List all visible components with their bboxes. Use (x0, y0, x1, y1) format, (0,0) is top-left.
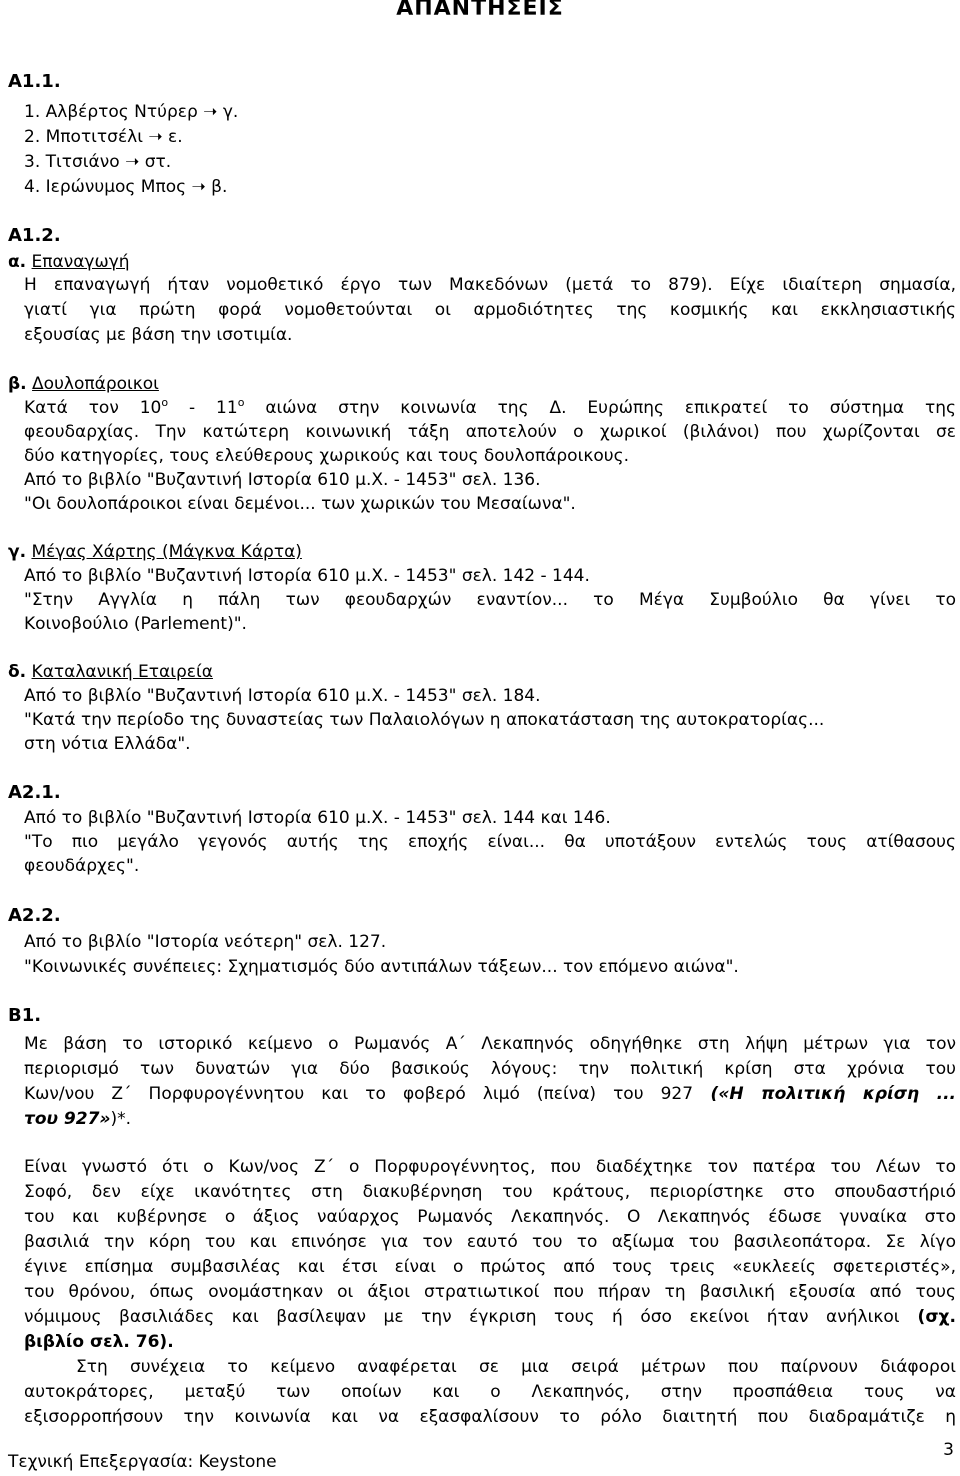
quote-line: "Κατά την περίοδο της δυναστείας των Παλαιολόγων η αποκατάσταση της αυτοκρατορίας... (24, 710, 825, 730)
quote-line: "Το πιο μεγάλο γεγονός αυτής της εποχής είναι... θα υποτάξουν εντελώς τους ατίθασους (24, 832, 956, 852)
paragraph-line: εξουσίας με βάση την ισοτιμία. (24, 325, 293, 345)
citation-line: Από το βιβλίο "Βυζαντινή Ιστορία 610 μ.Χ. - 1453" σελ. 144 και 146. (24, 808, 611, 828)
paragraph-line: νόμιμους βασιλιάδες και βασίλεψαν με την έγκριση τους ή όσο εκείνοι ήταν ανήλικοι (σχ. (24, 1307, 956, 1327)
list-item: 3. Τιτσιάνο ➝ στ. (24, 152, 172, 172)
term-heading-a: α. Επαναγωγή (8, 252, 130, 272)
list-item: 4. Ιερώνυμος Μπος ➝ β. (24, 177, 228, 197)
paragraph-line: Κατά τον $10^o - 11^o$ αιώνα στην κοινωνία της Δ. Ευρώπης επικρατεί το σύστημα της (24, 396, 957, 418)
arrow-icon: ➝ (125, 152, 140, 172)
paragraph-line: γιατί για πρώτη φορά νομοθετούνται οι αρμοδιότητες της κοσμικής και εκκλησιαστικής (24, 300, 956, 320)
citation-line: Από το βιβλίο "Βυζαντινή Ιστορία 610 μ.Χ. - 1453" σελ. 136. (24, 470, 541, 490)
arrow-icon: ➝ (148, 127, 163, 147)
paragraph-line: έγινε επίσημα συμβασιλέας και έτσι είναι ο πρώτος από τους τρεις «ευκλεείς σφετεριστές», (24, 1257, 956, 1277)
paragraph-line: Είναι γνωστό ότι ο Κων/νος Ζ΄ ο Πορφυρογέννητος, που διαδέχτηκε τον πατέρα του Λέων το (24, 1157, 956, 1177)
paragraph-line: Με βάση το ιστορικό κείμενο ο Ρωμανός Α΄ Λεκαπηνός οδηγήθηκε στη λήψη μέτρων για τον (24, 1034, 956, 1054)
paragraph-line: βιβλίο σελ. 76). (24, 1332, 174, 1352)
quote-line: "Στην Αγγλία η πάλη των φεουδαρχών εναντίον... το Μέγα Συμβούλιο θα γίνει το (24, 590, 956, 610)
section-heading-a21: Α2.1. (8, 782, 61, 803)
paragraph-line: του θρόνου, όπως ονομάστηκαν οι άξιοι στρατιωτικοί που πήραν τη βασιλική εξουσία από τους (24, 1282, 956, 1302)
term-heading-b: β. Δουλοπάροικοι (8, 374, 159, 394)
section-heading-a11: Α1.1. (8, 71, 61, 92)
paragraph-line: βασιλιά την κόρη του και επινόησε για τον εαυτό του το αξίωμα του βασιλεοπάτορα. Σε λίγο (24, 1232, 956, 1252)
footer-text: Τεχνική Επεξεργασία: Keystone (8, 1452, 277, 1472)
quote-line: Κοινοβούλιο (Parlement)". (24, 614, 247, 634)
paragraph-line: του 927»)*. (24, 1109, 132, 1129)
citation-line: Από το βιβλίο "Βυζαντινή Ιστορία 610 μ.Χ. - 1453" σελ. 142 - 144. (24, 566, 590, 586)
quote-line: στη νότια Ελλάδα". (24, 734, 191, 754)
citation-line: Από το βιβλίο "Βυζαντινή Ιστορία 610 μ.Χ. - 1453" σελ. 184. (24, 686, 541, 706)
quote-line: φεουδάρχες". (24, 856, 140, 876)
paragraph-line: φεουδαρχίας. Την κατώτερη κοινωνική τάξη αποτελούν ο χωρικοί (βιλάνοι) που χωρίζονται σε (24, 422, 956, 442)
list-item: 2. Μποτιτσέλι ➝ ε. (24, 127, 183, 147)
paragraph-line: Στη συνέχεια το κείμενο αναφέρεται σε μια σειρά μέτρων που παίρνουν διάφοροι (76, 1357, 956, 1377)
paragraph-line: εξισορροπήσουν την κοινωνία και να εξασφαλίσουν το ρόλο διαιτητή που διαδραμάτιζε η (24, 1407, 956, 1427)
paragraph-line: δύο κατηγορίες, τους ελεύθερους χωρικούς και τους δουλοπάροικους. (24, 446, 629, 466)
page-number: 3 (943, 1440, 954, 1460)
arrow-icon: ➝ (191, 177, 206, 197)
term-heading-d: δ. Καταλανική Εταιρεία (8, 662, 213, 682)
paragraph-line: περιορισμό των δυνατών για δύο βασικούς λόγους: την πολιτική κρίση στα χρόνια του (24, 1059, 956, 1079)
quote-line: "Κοινωνικές συνέπειες: Σχηματισμός δύο αντιπάλων τάξεων... τον επόμενο αιώνα". (24, 957, 739, 977)
section-heading-b1: Β1. (8, 1005, 42, 1026)
term-heading-c: γ. Μέγας Χάρτης (Μάγκνα Κάρτα) (8, 542, 302, 562)
section-heading-a12: Α1.2. (8, 225, 61, 246)
quote-line: "Οι δουλοπάροικοι είναι δεμένοι... των χωρικών του Μεσαίωνα". (24, 494, 576, 514)
section-heading-a22: Α2.2. (8, 905, 61, 926)
page-title: ΑΠΑΝΤΗΣΕΙΣ (396, 0, 564, 21)
paragraph-line: αυτοκράτορες, μεταξύ των οποίων και ο Λεκαπηνός, στην προσπάθεια τους να (24, 1382, 956, 1402)
citation-line: Από το βιβλίο "Ιστορία νεότερη" σελ. 127. (24, 932, 387, 952)
paragraph-line: Η επαναγωγή ήταν νομοθετικό έργο των Μακεδόνων (μετά το 879). Είχε ιδιαίτερη σημασία, (24, 275, 956, 295)
paragraph-line: του και κυβέρνησε ο άξιος ναύαρχος Ρωμανός Λεκαπηνός. Ο Λεκαπηνός έδωσε γυναίκα στο (24, 1207, 956, 1227)
paragraph-line: Σοφό, δεν είχε ικανότητες στη διακυβέρνηση του κράτους, περιορίστηκε στο σπουδαστήριό (24, 1182, 956, 1202)
list-item: 1. Αλβέρτος Ντύρερ ➝ γ. (24, 102, 239, 122)
arrow-icon: ➝ (203, 102, 218, 122)
paragraph-line: Κων/νου Ζ΄ Πορφυρογέννητου και το φοβερό λιμό (πείνα) του 927 («Η πολιτική κρίση ... (24, 1084, 956, 1104)
